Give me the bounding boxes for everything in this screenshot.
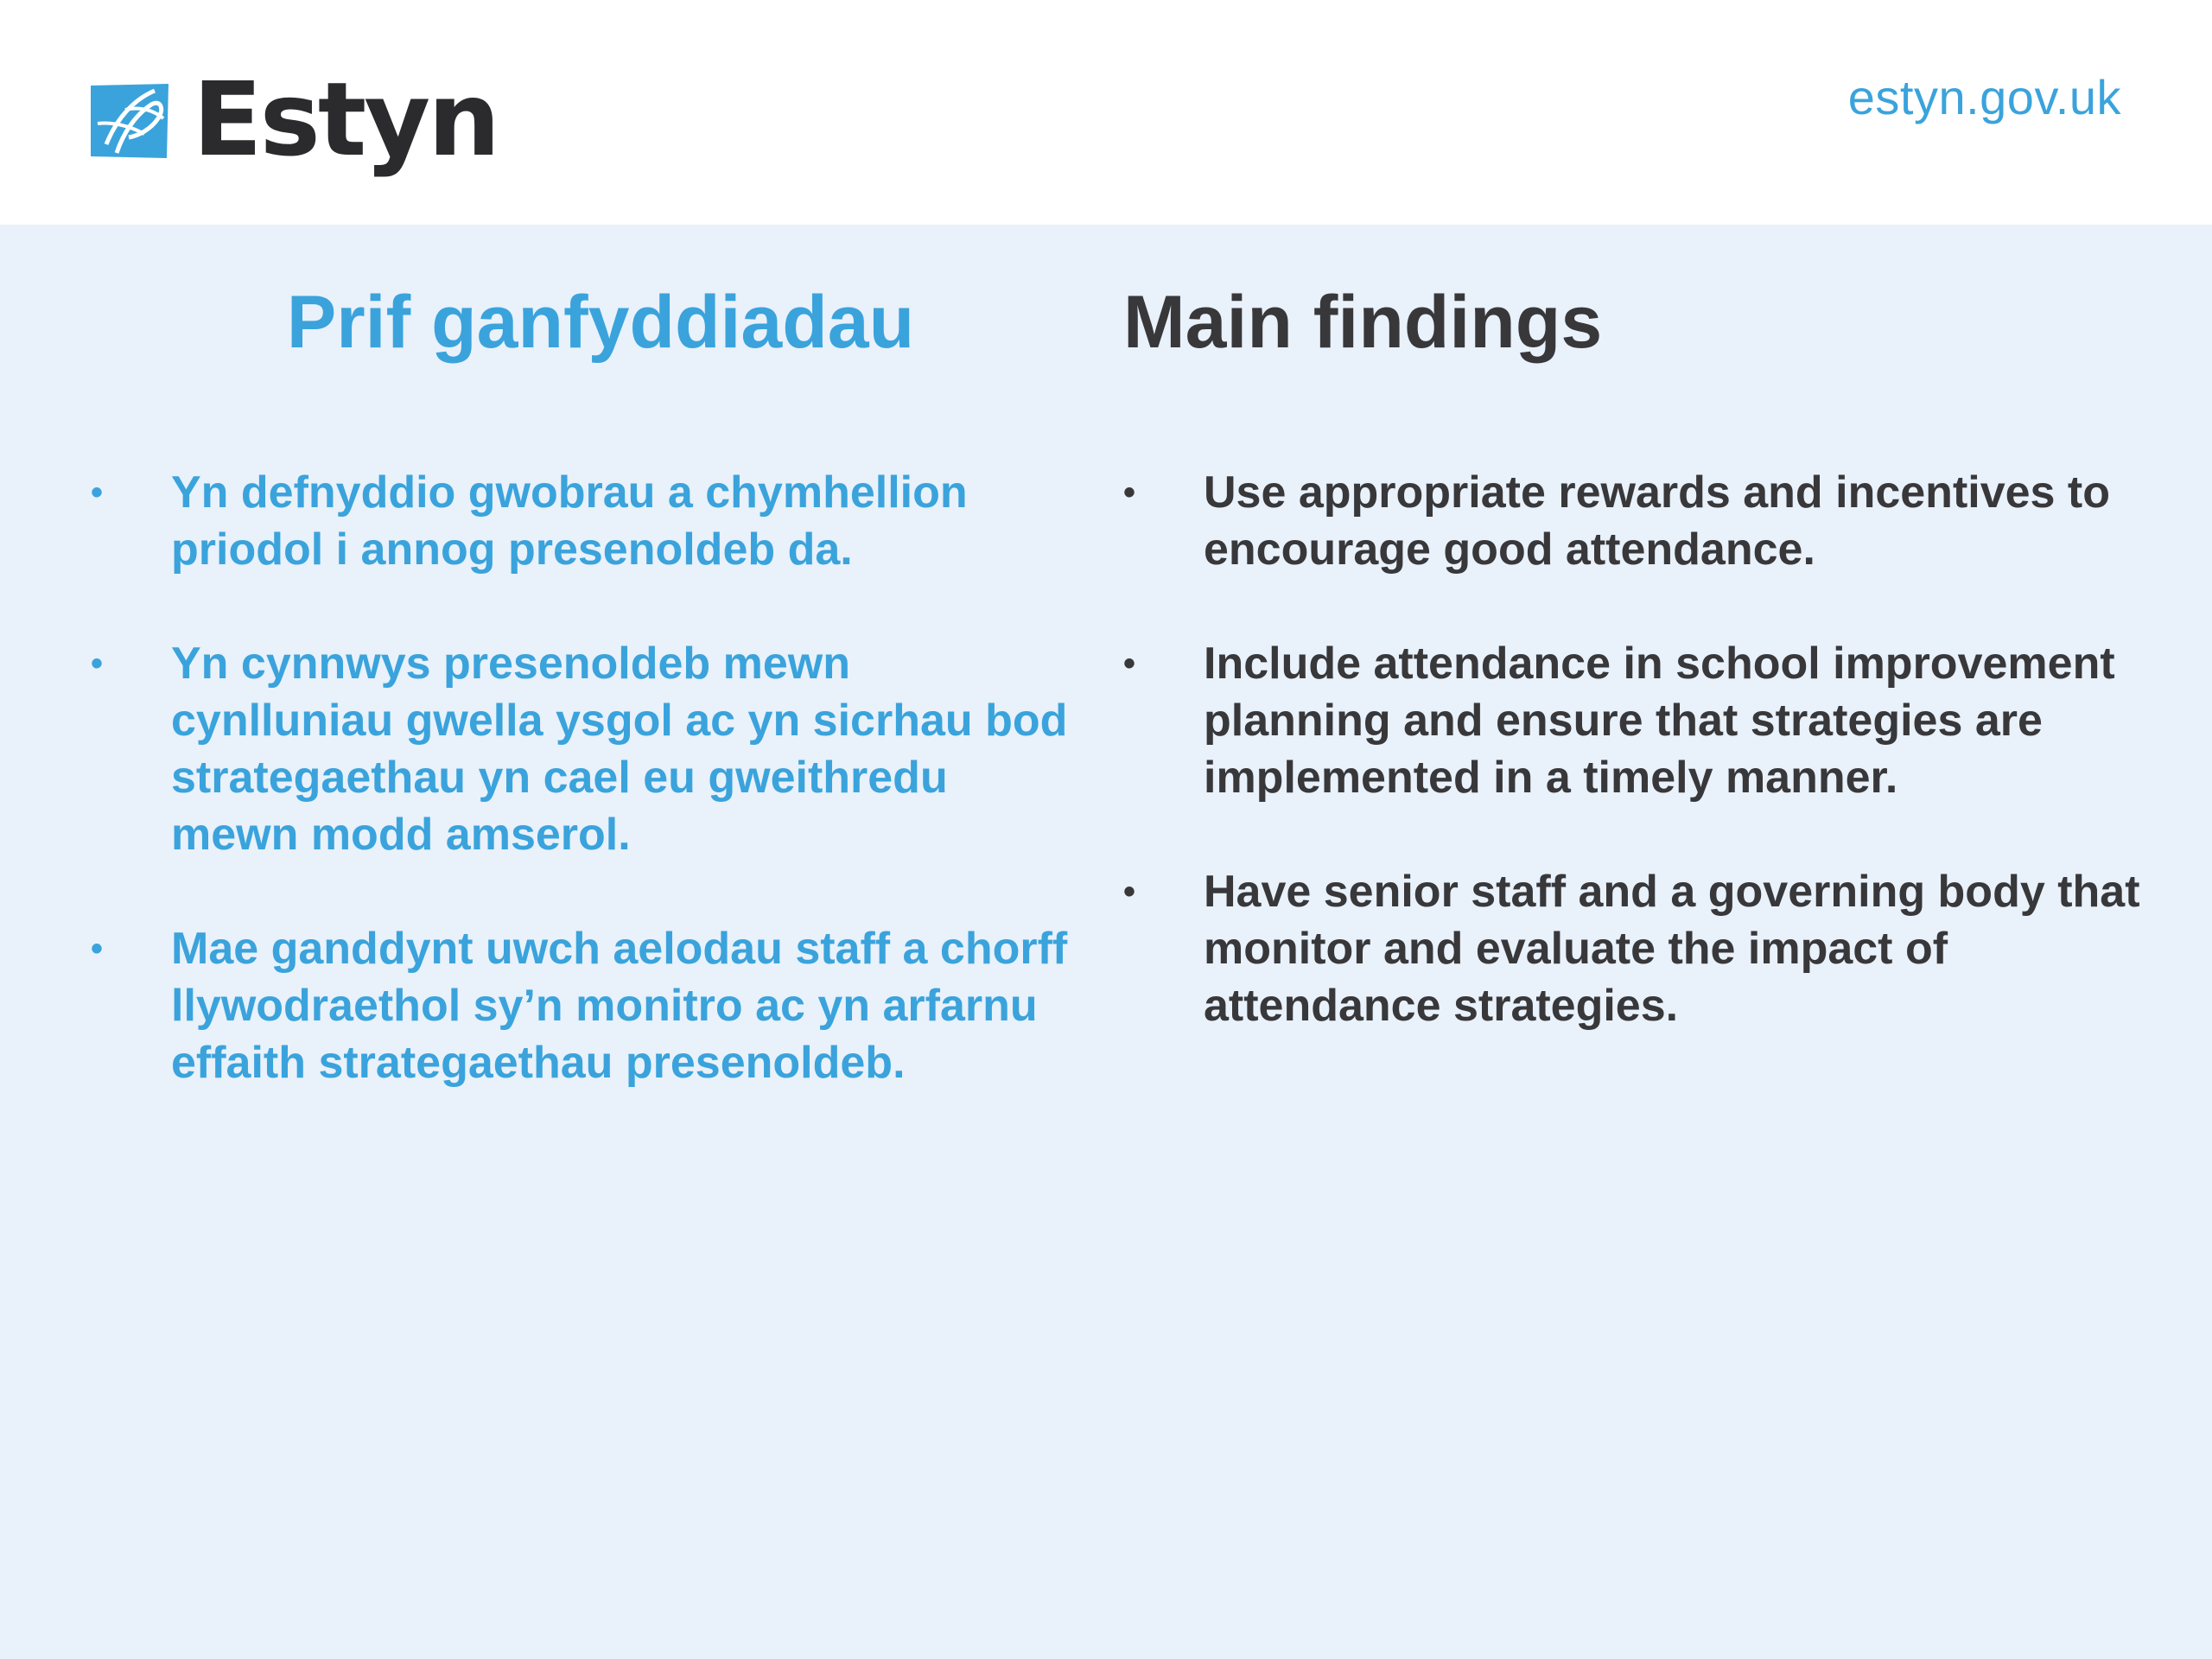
finding-text: Have senior staff and a governing body that monitor and evaluate the impact of attendance strategies. xyxy=(1204,867,2140,1031)
bullet: • xyxy=(1123,474,1136,512)
list-item xyxy=(91,635,1076,863)
list-item xyxy=(1123,863,2143,1034)
header xyxy=(0,0,2212,225)
logo-wordmark: Estyn xyxy=(193,60,499,179)
finding-text: Mae ganddynt uwch aelodau staff a chorff llywodraethol sy’n monitro ac yn arfarnu effaith strategaethau presenoldeb. xyxy=(171,924,1068,1088)
bullet: • xyxy=(1123,645,1136,683)
welsh-column xyxy=(91,281,1076,1148)
english-column xyxy=(1123,281,2143,1091)
english-findings-list xyxy=(1123,464,2143,1034)
bullet: • xyxy=(91,474,104,512)
estyn-logo[interactable] xyxy=(91,60,499,179)
finding-text: Yn cynnwys presenoldeb mewn cynlluniau gwella ysgol ac yn sicrhau bod strategaethau yn cael eu gweithredu mewn modd amserol. xyxy=(171,639,1068,860)
site-url-link[interactable]: estyn.gov.uk xyxy=(1847,70,2121,124)
list-item xyxy=(1123,635,2143,806)
finding-text: Yn defnyddio gwobrau a chymhellion priodol i annog presenoldeb da. xyxy=(171,467,968,575)
bullet: • xyxy=(1123,873,1136,911)
list-item xyxy=(1123,464,2143,578)
bullet: • xyxy=(91,930,104,968)
english-title: Main findings xyxy=(1123,281,1603,364)
bullet: • xyxy=(91,645,104,683)
welsh-findings-list xyxy=(91,464,1076,1091)
estyn-logo-icon xyxy=(91,84,168,158)
list-item xyxy=(91,464,1076,578)
list-item xyxy=(91,920,1076,1091)
finding-text: Use appropriate rewards and incentives to encourage good attendance. xyxy=(1204,467,2110,575)
welsh-title: Prif ganfyddiadau xyxy=(286,281,915,364)
finding-text: Include attendance in school improvement planning and ensure that strategies are implemented in a timely manner. xyxy=(1204,639,2115,803)
